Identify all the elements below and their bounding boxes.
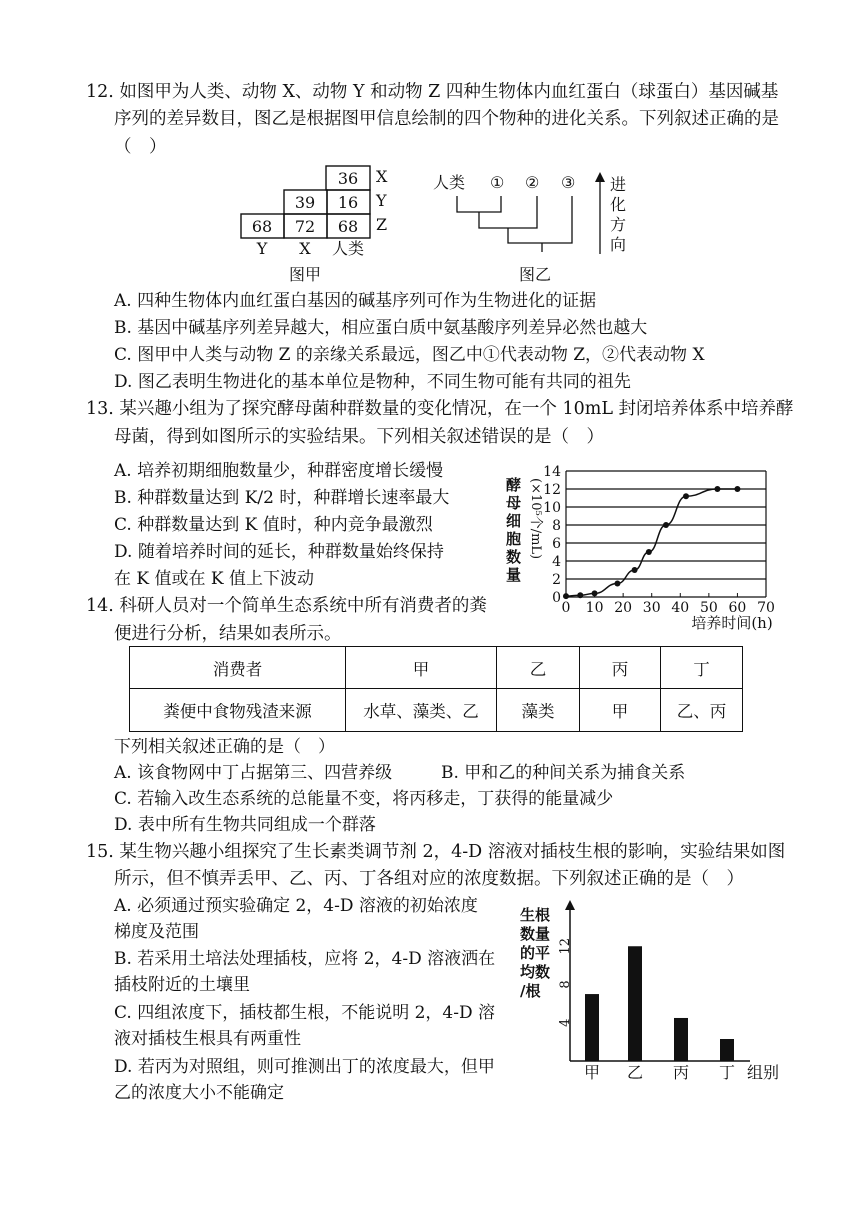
q15-option-d: D. 若丙为对照组，则可推测出丁的浓度最大，但甲 [114, 1057, 495, 1077]
q15-option-a: A. 必须通过预实验确定 2，4-D 溶液的初始浓度 [114, 896, 478, 916]
svg-text:细: 细 [506, 512, 522, 530]
chart2-ylabel [520, 906, 550, 1000]
fig-a-cell: 36 [337, 169, 359, 188]
svg-text:胞: 胞 [506, 530, 522, 548]
svg-text:/根: /根 [520, 982, 541, 1000]
chart2-xlabel: 组别 [746, 1063, 779, 1082]
chart1-data-point [714, 486, 720, 492]
q13-option-b: B. 种群数量达到 K/2 时，种群增长速率最大 [114, 488, 450, 508]
chart2-category: 乙 [626, 1063, 644, 1082]
fig-b-species-1: ① [490, 173, 505, 192]
q13-option-d-cont: 在 K 值或在 K 值上下波动 [114, 569, 315, 589]
chart1-xtick: 30 [642, 600, 661, 616]
chart1-xtick: 60 [728, 600, 747, 616]
svg-text:数量: 数量 [520, 925, 551, 943]
q12-option-d: D. 图乙表明生物进化的基本单位是物种，不同生物可能有共同的祖先 [114, 372, 631, 392]
chart1-xtick: 50 [699, 600, 718, 616]
q13-option-c: C. 种群数量达到 K 值时，种内竞争最激烈 [114, 515, 433, 535]
svg-text:方: 方 [610, 215, 627, 234]
chart2-category: 甲 [583, 1063, 601, 1082]
q15-option-d-cont: 乙的浓度大小不能确定 [114, 1083, 284, 1103]
yeast-growth-chart [500, 460, 790, 640]
chart1-ytick: 12 [543, 482, 561, 498]
q12-option-a: A. 四种生物体内血红蛋白基因的碱基序列可作为生物进化的证据 [114, 291, 597, 311]
q12-stem-line1: 12. 如图甲为人类、动物 X、动物 Y 和动物 Z 四种生物体内血红蛋白（球蛋白）基因碱基 [86, 82, 779, 102]
q15-option-a-cont: 梯度及范围 [114, 922, 199, 942]
table-cell: 粪便中食物残渣来源 [130, 689, 346, 732]
fig-a-cell: 16 [337, 193, 359, 212]
q14-stem-line2: 便进行分析，结果如表所示。 [114, 624, 342, 644]
chart2-category: 丁 [718, 1063, 736, 1082]
chart1-data-point [577, 592, 583, 598]
chart1-xtick: 0 [561, 600, 571, 616]
q12-stem-line2: 序列的差异数目，图乙是根据图甲信息绘制的四个物种的进化关系。下列叙述正确的是 [114, 109, 779, 129]
svg-text:数: 数 [506, 548, 522, 566]
table-header: 乙 [497, 647, 580, 689]
q15-option-c-cont: 液对插枝生根具有两重性 [114, 1029, 301, 1049]
fig-a-col-label: 人类 [331, 239, 365, 258]
svg-text:量: 量 [506, 566, 522, 584]
svg-text:进: 进 [610, 175, 627, 194]
fig-a-col-label: X [299, 239, 311, 258]
chart2-bar [720, 1039, 734, 1061]
chart1-data-point [663, 522, 669, 528]
q14-option-c: C. 若输入改生态系统的总能量不变，将丙移走，丁获得的能量减少 [114, 789, 614, 809]
fig-b-caption: 图乙 [518, 265, 552, 284]
chart2-ytick: 8 [558, 980, 573, 989]
chart1-data-point [592, 590, 598, 596]
q15-option-b: B. 若采用土培法处理插枝，应将 2，4-D 溶液洒在 [114, 949, 496, 969]
fig-a-cell: 72 [294, 217, 316, 236]
q12-option-b: B. 基因中碱基序列差异越大，相应蛋白质中氨基酸序列差异必然也越大 [114, 318, 648, 338]
table-cell: 藻类 [497, 689, 580, 732]
chart1-data-point [734, 486, 740, 492]
chart1-xtick: 10 [585, 600, 604, 616]
chart1-ytick: 2 [552, 572, 561, 588]
chart2-bar [674, 1018, 688, 1061]
q12-answer-paren: （ ） [114, 137, 167, 157]
svg-text:生根: 生根 [520, 906, 551, 924]
fig-a-col-label: Y [256, 239, 268, 258]
svg-text:均数: 均数 [520, 963, 551, 981]
fig-a-cell: 68 [251, 217, 273, 236]
chart2-bar [628, 946, 642, 1061]
svg-text:酵: 酵 [506, 476, 522, 494]
figure-a-difference-table [236, 164, 406, 284]
chart1-ytick: 8 [552, 518, 561, 534]
table-cell: 水草、藻类、乙 [346, 689, 497, 732]
q15-option-c: C. 四组浓度下，插枝都生根，不能说明 2，4-D 溶 [114, 1003, 496, 1023]
q15-stem-line2: 所示，但不慎弄丢甲、乙、丙、丁各组对应的浓度数据。下列叙述正确的是（ ） [114, 869, 744, 889]
chart2-bar [585, 994, 599, 1061]
fig-b-species-3: ③ [561, 173, 576, 192]
chart1-ytick: 0 [552, 590, 561, 606]
q14-option-b: B. 甲和乙的种间关系为捕食关系 [441, 763, 686, 783]
q13-option-a: A. 培养初期细胞数量少，种群密度增长缓慢 [114, 461, 444, 481]
fig-a-cell: 68 [337, 217, 359, 236]
chart1-ylabel [506, 476, 543, 584]
chart2-ytick: 4 [558, 1018, 573, 1027]
q13-option-d: D. 随着培养时间的延长，种群数量始终保持 [114, 542, 444, 562]
chart1-xtick: 40 [671, 600, 690, 616]
table-header: 甲 [346, 647, 497, 689]
svg-text:化: 化 [610, 195, 627, 214]
chart1-xtick: 20 [614, 600, 633, 616]
chart2-ytick: 12 [558, 937, 573, 955]
chart1-ytick: 4 [552, 554, 561, 570]
svg-text:的平: 的平 [520, 944, 551, 962]
table-header: 丙 [580, 647, 661, 689]
chart1-xtick: 70 [757, 600, 775, 616]
figure-b-evolution-tree [430, 168, 640, 286]
q14-option-d: D. 表中所有生物共同组成一个群落 [114, 815, 376, 835]
chart1-ytick: 14 [543, 464, 561, 480]
svg-text:(×10⁵个/mL): (×10⁵个/mL) [528, 478, 543, 560]
chart1-data-point [614, 581, 620, 587]
feces-analysis-table [129, 646, 743, 732]
table-header: 丁 [661, 647, 743, 689]
chart1-data-point [646, 549, 652, 555]
fig-b-species-human: 人类 [433, 173, 466, 192]
chart1-data-point [683, 493, 689, 499]
fig-a-cell: 39 [294, 193, 316, 212]
fig-a-row-label: Z [376, 215, 388, 234]
chart1-data-point [632, 567, 638, 573]
fig-b-arrow-label [610, 175, 626, 254]
svg-text:向: 向 [610, 235, 627, 254]
svg-text:母: 母 [506, 494, 522, 512]
chart1-data-point [563, 593, 569, 599]
fig-a-row-label: X [376, 167, 388, 186]
q13-stem-line1: 13. 某兴趣小组为了探究酵母菌种群数量的变化情况，在一个 10mL 封闭培养体系中培养酵 [86, 399, 794, 419]
q14-option-a: A. 该食物网中丁占据第三、四营养级 [114, 763, 393, 783]
table-cell: 甲 [580, 689, 661, 732]
table-cell: 乙、丙 [661, 689, 743, 732]
q13-stem-line2: 母菌，得到如图所示的实验结果。下列相关叙述错误的是（ ） [114, 427, 604, 447]
chart1-ytick: 10 [543, 500, 561, 516]
q15-stem-line1: 15. 某生物兴趣小组探究了生长素类调节剂 2，4-D 溶液对插枝生根的影响，实验结果如图 [86, 842, 786, 862]
chart1-xlabel: 培养时间(h) [691, 614, 773, 632]
q14-stem-line1: 14. 科研人员对一个简单生态系统中所有消费者的粪 [86, 596, 487, 616]
fig-a-row-label: Y [376, 191, 387, 210]
q15-option-b-cont: 插枝附近的土壤里 [114, 975, 250, 995]
q14-question: 下列相关叙述正确的是（ ） [114, 737, 335, 757]
q12-option-c: C. 图甲中人类与动物 Z 的亲缘关系最远，图乙中①代表动物 Z，②代表动物 X [114, 345, 705, 365]
rooting-bar-chart [518, 898, 788, 1088]
chart1-ytick: 6 [552, 536, 561, 552]
chart2-category: 丙 [672, 1063, 690, 1082]
fig-b-species-2: ② [525, 173, 540, 192]
table-header: 消费者 [130, 647, 346, 689]
fig-a-caption: 图甲 [288, 265, 322, 284]
